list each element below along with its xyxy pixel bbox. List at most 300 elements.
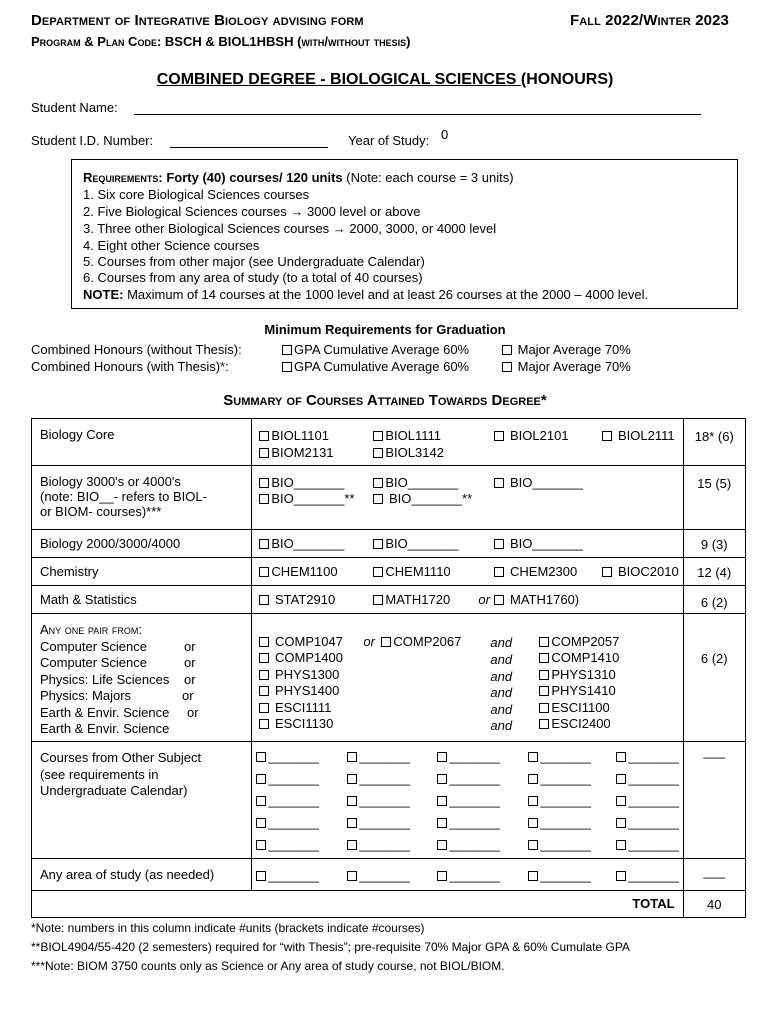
blank-course-line[interactable]: _______ <box>449 868 501 883</box>
course-cell <box>252 586 683 614</box>
requirement-item: 5. Courses from other major (see Undergraduate Calendar) <box>83 254 425 269</box>
checkbox-icon[interactable] <box>347 752 357 762</box>
course-checkbox[interactable] <box>259 667 339 682</box>
blank-course-line[interactable]: _______ <box>540 868 592 883</box>
course-label: BIO_______ <box>510 475 584 490</box>
blank-course-checkbox[interactable] <box>256 793 319 808</box>
course-label: BIO_______ <box>510 536 584 551</box>
footnote: *Note: numbers in this column indicate #units (brackets indicate #courses) <box>31 921 425 935</box>
blank-course-checkbox[interactable] <box>528 793 591 808</box>
department-form-title: Department of Integrative Biology advising form <box>31 12 364 29</box>
student-name-field[interactable] <box>134 114 701 115</box>
course-label: BIOL2111 <box>618 428 675 443</box>
checkbox-icon[interactable] <box>256 752 266 762</box>
units-cell: 9 (3) <box>683 530 745 558</box>
checkbox-icon[interactable] <box>259 494 269 504</box>
checkbox-icon[interactable] <box>373 595 383 605</box>
checkbox-icon[interactable] <box>373 539 383 549</box>
course-checkbox[interactable] <box>539 650 619 665</box>
note-text: Maximum of 14 courses at the 1000 level and at least 26 courses at the 2000 – 4000 level. <box>127 287 649 302</box>
blank-course-checkbox[interactable] <box>528 771 591 786</box>
without-thesis-label: Combined Honours (without Thesis): <box>31 342 242 357</box>
checkbox-icon[interactable] <box>539 686 549 696</box>
course-label: CHEM1110 <box>385 564 451 579</box>
units-cell: 6 (2) <box>683 614 745 742</box>
checkbox-icon[interactable] <box>259 431 269 441</box>
blank-course-checkbox[interactable] <box>347 793 410 808</box>
blank-course-line[interactable]: _______ <box>628 815 680 830</box>
summary-table <box>31 418 746 918</box>
checkbox-icon[interactable] <box>347 818 357 828</box>
checkbox-icon[interactable] <box>528 752 538 762</box>
without-major-checkbox[interactable] <box>502 342 631 357</box>
checkbox-icon[interactable] <box>616 818 626 828</box>
checkbox-icon[interactable] <box>437 871 447 881</box>
checkbox-icon[interactable] <box>373 448 383 458</box>
blank-course-checkbox[interactable] <box>437 837 500 852</box>
course-label: BIO_______ <box>385 536 459 551</box>
blank-course-line[interactable]: _______ <box>268 837 320 852</box>
course-label: ESCI1111 <box>275 700 332 715</box>
course-label: STAT2910 <box>275 592 336 607</box>
requirement-item: 4. Eight other Science courses <box>83 238 260 253</box>
pair-label-text: Earth & Envir. Science <box>40 704 170 720</box>
and-text: and <box>490 669 513 684</box>
course-checkbox[interactable] <box>539 634 619 649</box>
pair-label <box>40 655 251 672</box>
row-label <box>32 742 252 859</box>
course-checkbox[interactable] <box>494 428 568 443</box>
checkbox-icon[interactable] <box>256 840 266 850</box>
requirements-note-line <box>83 287 648 302</box>
units-cell[interactable]: ___ <box>683 742 745 859</box>
course-label: BIO_______** <box>271 491 355 506</box>
course-label: BIO_______** <box>389 491 473 506</box>
units-cell: 15 (5) <box>683 466 745 530</box>
blank-course-checkbox[interactable] <box>616 749 679 764</box>
pair-label <box>40 672 251 689</box>
course-checkbox[interactable] <box>373 592 450 607</box>
blank-course-checkbox[interactable] <box>437 793 500 808</box>
checkbox-icon[interactable] <box>437 818 447 828</box>
blank-course-checkbox[interactable] <box>437 868 500 883</box>
with-gpa-label: GPA Cumulative Average 60% <box>294 359 470 374</box>
units-cell: 12 (4) <box>683 558 745 586</box>
table-row <box>32 419 746 466</box>
course-label: BIOC2010 <box>618 564 679 579</box>
table-row <box>32 859 746 891</box>
page-title <box>0 71 770 89</box>
row-label: Biology Core <box>32 419 252 466</box>
course-checkbox[interactable] <box>373 536 458 551</box>
blank-course-line[interactable]: _______ <box>628 749 680 764</box>
checkbox-icon[interactable] <box>373 494 383 504</box>
blank-course-checkbox[interactable] <box>616 815 679 830</box>
checkbox-icon[interactable] <box>259 703 269 713</box>
blank-course-line[interactable]: _______ <box>628 771 680 786</box>
checkbox-icon[interactable] <box>259 448 269 458</box>
course-label: PHYS1400 <box>275 683 340 698</box>
course-label: BIOL3142 <box>385 445 444 460</box>
student-name-label: Student Name: <box>31 100 118 115</box>
pair-label <box>40 639 251 656</box>
course-checkbox[interactable] <box>539 700 609 715</box>
total-label: TOTAL <box>32 891 684 918</box>
checkbox-icon[interactable] <box>259 670 269 680</box>
requirement-item: 2. Five Biological Sciences courses → 3000 level or above <box>83 204 421 219</box>
checkbox-icon[interactable] <box>494 567 504 577</box>
and-text: and <box>490 652 513 667</box>
course-checkbox[interactable] <box>373 491 472 506</box>
checkbox-icon[interactable] <box>282 345 292 355</box>
requirement-item: 3. Three other Biological Sciences courses → 2000, 3000, or 4000 level <box>83 221 497 236</box>
or-text: or <box>187 704 199 720</box>
blank-course-line[interactable]: _______ <box>268 815 320 830</box>
blank-course-checkbox[interactable] <box>256 868 319 883</box>
and-text: and <box>490 635 513 650</box>
total-value: 40 <box>683 891 745 918</box>
units-cell[interactable]: ___ <box>683 859 745 891</box>
course-label: BIOM2131 <box>271 445 334 460</box>
blank-course-checkbox[interactable] <box>528 815 591 830</box>
checkbox-icon[interactable] <box>539 703 549 713</box>
row-label: Any area of study (as needed) <box>32 859 252 891</box>
checkbox-icon[interactable] <box>494 595 504 605</box>
without-gpa-checkbox[interactable] <box>282 342 469 357</box>
course-label: PHYS1310 <box>551 667 616 682</box>
checkbox-icon[interactable] <box>528 818 538 828</box>
blank-course-checkbox[interactable] <box>616 837 679 852</box>
checkbox-icon[interactable] <box>259 567 269 577</box>
checkbox-icon[interactable] <box>616 774 626 784</box>
course-label: COMP2067 <box>393 634 462 649</box>
checkbox-icon[interactable] <box>494 478 504 488</box>
checkbox-icon[interactable] <box>494 539 504 549</box>
table-row <box>32 742 746 859</box>
checkbox-icon[interactable] <box>373 567 383 577</box>
course-checkbox[interactable] <box>373 475 458 490</box>
course-checkbox[interactable] <box>539 716 610 731</box>
student-id-label: Student I.D. Number: <box>31 133 154 148</box>
blank-course-checkbox[interactable] <box>437 749 500 764</box>
checkbox-icon[interactable] <box>528 796 538 806</box>
checkbox-icon[interactable] <box>381 637 391 647</box>
blank-course-checkbox[interactable] <box>437 771 500 786</box>
blank-course-checkbox[interactable] <box>528 749 591 764</box>
without-gpa-label: GPA Cumulative Average 60% <box>294 342 470 357</box>
blank-course-line[interactable]: _______ <box>268 793 320 808</box>
course-cell <box>252 466 683 530</box>
blank-course-line[interactable]: _______ <box>540 749 592 764</box>
checkbox-icon[interactable] <box>539 670 549 680</box>
page-title-rest: (HONOURS) <box>520 71 614 88</box>
checkbox-icon[interactable] <box>256 796 266 806</box>
course-checkbox[interactable] <box>539 683 615 698</box>
course-checkbox[interactable] <box>259 716 333 731</box>
checkbox-icon[interactable] <box>437 752 447 762</box>
pair-label-text: Physics: Majors <box>40 688 132 703</box>
course-checkbox[interactable] <box>494 564 577 579</box>
blank-course-line[interactable]: _______ <box>359 771 411 786</box>
row-label <box>32 466 252 530</box>
course-label: MATH1760) <box>510 592 580 607</box>
blank-course-checkbox[interactable] <box>347 771 410 786</box>
checkbox-icon[interactable] <box>437 774 447 784</box>
blank-course-checkbox[interactable] <box>347 815 410 830</box>
course-label: CHEM1100 <box>271 564 338 579</box>
with-major-label: Major Average 70% <box>517 359 631 374</box>
footnote: **BIOL4904/55-420 (2 semesters) required for “with Thesis”; pre-requisite 70% Major GPA & 60% Cumulate GPA <box>31 940 630 954</box>
row-label: Math & Statistics <box>32 586 252 614</box>
units-cell: 18* (6) <box>683 419 745 466</box>
blank-course-line[interactable]: _______ <box>449 749 501 764</box>
with-thesis-label: Combined Honours (with Thesis)*: <box>31 359 229 374</box>
course-label: BIOL2101 <box>510 428 569 443</box>
course-cell <box>252 859 683 891</box>
course-checkbox[interactable] <box>259 700 331 715</box>
checkbox-icon[interactable] <box>528 840 538 850</box>
course-label: PHYS1300 <box>275 667 340 682</box>
and-text: and <box>490 702 513 717</box>
graduation-title: Minimum Requirements for Graduation <box>264 322 506 337</box>
blank-course-line[interactable]: _______ <box>540 793 592 808</box>
course-cell <box>252 558 683 586</box>
course-checkbox[interactable] <box>494 475 583 490</box>
and-text: and <box>490 718 513 733</box>
checkbox-icon[interactable] <box>528 871 538 881</box>
course-label: BIO_______ <box>271 475 345 490</box>
checkbox-icon[interactable] <box>373 431 383 441</box>
blank-course-line[interactable]: _______ <box>359 815 411 830</box>
blank-course-checkbox[interactable] <box>347 868 410 883</box>
blank-course-line[interactable]: _______ <box>540 815 592 830</box>
pair-label-text: Physics: Life Sciences <box>40 671 170 687</box>
blank-course-line[interactable]: _______ <box>449 837 501 852</box>
checkbox-icon[interactable] <box>259 478 269 488</box>
course-checkbox[interactable] <box>259 445 333 460</box>
row-label-line: Undergraduate Calendar) <box>40 783 188 798</box>
course-cell <box>252 419 683 466</box>
row-label <box>32 614 252 742</box>
table-row <box>32 558 746 586</box>
pair-label-text: Computer Science <box>40 638 147 654</box>
or-text: or <box>184 671 196 687</box>
table-row <box>32 530 746 558</box>
blank-course-line[interactable]: _______ <box>359 749 411 764</box>
course-checkbox[interactable] <box>259 428 329 443</box>
checkbox-icon[interactable] <box>616 871 626 881</box>
checkbox-icon[interactable] <box>616 796 626 806</box>
checkbox-icon[interactable] <box>347 774 357 784</box>
checkbox-icon[interactable] <box>256 818 266 828</box>
course-label: CHEM2300 <box>510 564 578 579</box>
course-checkbox[interactable] <box>259 592 335 607</box>
or-text: or <box>184 655 196 670</box>
pair-label <box>40 705 251 722</box>
checkbox-icon[interactable] <box>502 345 512 355</box>
footnote: ***Note: BIOM 3750 counts only as Science or Any area of study course, not BIOL/BIOM. <box>31 959 505 973</box>
with-gpa-checkbox[interactable] <box>282 359 469 374</box>
blank-course-line[interactable]: _______ <box>540 837 592 852</box>
course-checkbox[interactable] <box>259 536 344 551</box>
checkbox-icon[interactable] <box>347 871 357 881</box>
without-major-label: Major Average 70% <box>517 342 631 357</box>
pair-label-text: Earth & Envir. Science <box>40 721 170 736</box>
checkbox-icon[interactable] <box>259 637 269 647</box>
blank-course-line[interactable]: _______ <box>628 868 680 883</box>
year-of-study-label: Year of Study: <box>348 133 430 148</box>
course-checkbox[interactable] <box>373 564 450 579</box>
checkbox-icon[interactable] <box>437 796 447 806</box>
requirement-item: 6. Courses from any area of study (to a total of 40 courses) <box>83 270 423 285</box>
note-label: NOTE: <box>83 287 124 302</box>
pair-label <box>40 721 251 738</box>
course-label: PHYS1410 <box>551 683 616 698</box>
course-checkbox[interactable] <box>602 428 674 443</box>
course-checkbox[interactable] <box>373 445 444 460</box>
course-checkbox[interactable] <box>259 634 343 649</box>
blank-course-checkbox[interactable] <box>616 868 679 883</box>
checkbox-icon[interactable] <box>282 362 292 372</box>
pair-label <box>40 688 251 705</box>
course-label: BIOL1111 <box>385 428 442 443</box>
blank-course-checkbox[interactable] <box>256 749 319 764</box>
checkbox-icon[interactable] <box>256 871 266 881</box>
blank-course-checkbox[interactable] <box>256 771 319 786</box>
pair-heading: Any one pair from: <box>40 622 142 637</box>
table-row <box>32 466 746 530</box>
student-id-field[interactable] <box>170 147 328 148</box>
row-label-line: (note: BIO__- refers to BIOL- <box>40 489 207 504</box>
blank-course-checkbox[interactable] <box>528 868 591 883</box>
course-label: COMP1047 <box>275 634 343 649</box>
course-label: BIO_______ <box>271 536 345 551</box>
or-text: or <box>182 688 194 703</box>
course-checkbox[interactable] <box>259 491 354 506</box>
row-label-line: or BIOM- courses)*** <box>40 504 162 519</box>
checkbox-icon[interactable] <box>259 719 269 729</box>
blank-course-line[interactable]: _______ <box>268 749 320 764</box>
or-text: or <box>184 638 196 654</box>
program-code: Program & Plan Code: BSCH & BIOL1HBSH (with/without thesis) <box>31 34 411 49</box>
course-cell <box>252 530 683 558</box>
row-label-line: Biology 3000's or 4000's <box>40 474 181 489</box>
course-checkbox[interactable] <box>259 650 343 665</box>
blank-course-line[interactable]: _______ <box>268 868 320 883</box>
blank-course-line[interactable]: _______ <box>628 837 680 852</box>
units-cell: 6 (2) <box>683 586 745 614</box>
course-label: COMP1400 <box>275 650 343 665</box>
checkbox-icon[interactable] <box>602 431 612 441</box>
course-checkbox[interactable] <box>373 428 441 443</box>
checkbox-icon[interactable] <box>494 431 504 441</box>
blank-course-line[interactable]: _______ <box>359 793 411 808</box>
requirements-label: Requirements: <box>83 170 163 185</box>
blank-course-checkbox[interactable] <box>528 837 591 852</box>
term-label: Fall 2022/Winter 2023 <box>569 12 729 29</box>
checkbox-icon[interactable] <box>437 840 447 850</box>
checkbox-icon[interactable] <box>256 774 266 784</box>
course-label: COMP1410 <box>551 650 620 665</box>
page-title-underlined: COMBINED DEGREE - BIOLOGICAL SCIENCES <box>156 71 521 88</box>
checkbox-icon[interactable] <box>347 840 357 850</box>
course-label: MATH1720 <box>385 592 451 607</box>
with-major-checkbox[interactable] <box>502 359 631 374</box>
checkbox-icon[interactable] <box>528 774 538 784</box>
requirements-heading <box>83 170 514 185</box>
blank-course-checkbox[interactable] <box>347 749 410 764</box>
checkbox-icon[interactable] <box>259 653 269 663</box>
checkbox-icon[interactable] <box>539 637 549 647</box>
blank-course-line[interactable]: _______ <box>449 793 501 808</box>
blank-course-line[interactable]: _______ <box>628 793 680 808</box>
row-label-line: Courses from Other Subject <box>40 750 202 765</box>
checkbox-icon[interactable] <box>259 595 269 605</box>
or-text: or <box>363 634 375 649</box>
blank-course-checkbox[interactable] <box>256 815 319 830</box>
blank-course-line[interactable]: _______ <box>540 771 592 786</box>
checkbox-icon[interactable] <box>259 686 269 696</box>
checkbox-icon[interactable] <box>539 653 549 663</box>
course-checkbox[interactable] <box>539 667 615 682</box>
course-checkbox[interactable] <box>494 536 583 551</box>
course-label: ESCI1100 <box>551 700 610 715</box>
blank-course-checkbox[interactable] <box>616 793 679 808</box>
checkbox-icon[interactable] <box>616 752 626 762</box>
course-checkbox[interactable] <box>494 592 579 607</box>
checkbox-icon[interactable] <box>347 796 357 806</box>
checkbox-icon[interactable] <box>539 719 549 729</box>
course-label: BIO_______ <box>385 475 459 490</box>
course-label: COMP2057 <box>551 634 620 649</box>
row-label-line: (see requirements in <box>40 766 159 782</box>
checkbox-icon[interactable] <box>502 362 512 372</box>
blank-course-line[interactable]: _______ <box>449 771 501 786</box>
pair-label-text: Computer Science <box>40 655 147 670</box>
table-row <box>32 614 746 742</box>
checkbox-icon[interactable] <box>602 567 612 577</box>
course-label: BIOL1101 <box>271 428 329 443</box>
row-label: Chemistry <box>32 558 252 586</box>
course-cell <box>252 614 683 742</box>
requirements-total: Forty (40) courses/ 120 units <box>166 170 343 185</box>
course-checkbox[interactable] <box>259 475 344 490</box>
requirement-item: 1. Six core Biological Sciences courses <box>83 187 310 202</box>
summary-title: Summary of Courses Attained Towards Degree* <box>223 392 547 409</box>
row-label: Biology 2000/3000/4000 <box>32 530 252 558</box>
checkbox-icon[interactable] <box>259 539 269 549</box>
blank-course-checkbox[interactable] <box>437 815 500 830</box>
course-checkbox[interactable] <box>259 683 339 698</box>
table-row <box>32 586 746 614</box>
blank-course-line[interactable]: _______ <box>449 815 501 830</box>
blank-course-checkbox[interactable] <box>616 771 679 786</box>
year-of-study-value[interactable]: 0 <box>441 127 449 142</box>
table-row <box>32 891 746 918</box>
blank-course-checkbox[interactable] <box>347 837 410 852</box>
course-checkbox[interactable] <box>259 564 337 579</box>
checkbox-icon[interactable] <box>616 840 626 850</box>
blank-course-line[interactable]: _______ <box>359 837 411 852</box>
blank-course-checkbox[interactable] <box>256 837 319 852</box>
blank-course-line[interactable]: _______ <box>359 868 411 883</box>
course-checkbox[interactable] <box>602 564 678 579</box>
course-checkbox[interactable] <box>381 634 461 649</box>
or-text: or <box>478 592 490 607</box>
requirements-note: (Note: each course = 3 units) <box>346 170 514 185</box>
blank-course-line[interactable]: _______ <box>268 771 320 786</box>
checkbox-icon[interactable] <box>373 478 383 488</box>
